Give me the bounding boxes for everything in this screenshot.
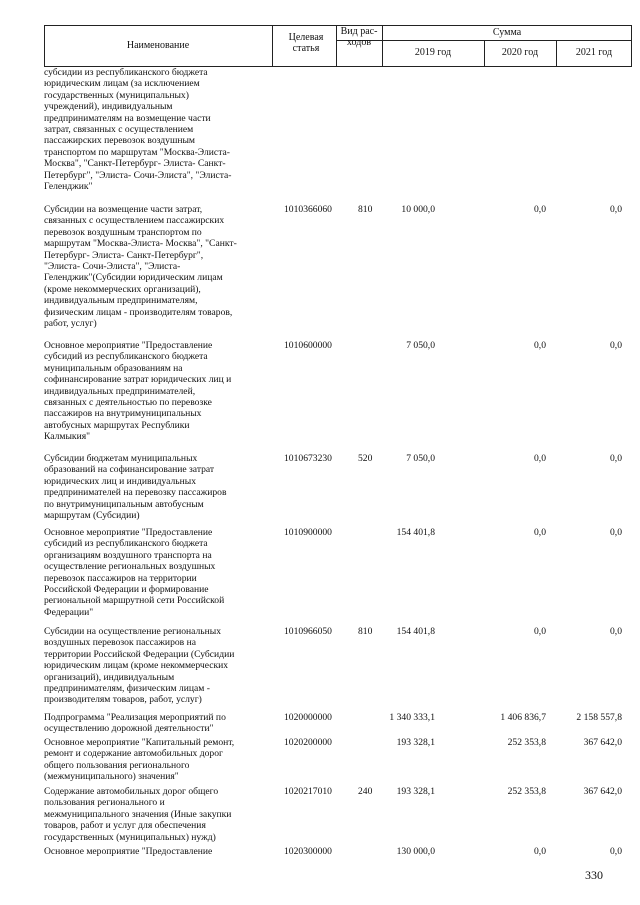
row-2019: 1 340 333,1 <box>389 712 435 723</box>
row-code: 1010600000 <box>284 340 332 351</box>
table-body <box>0 67 640 860</box>
row-code: 1020200000 <box>284 737 332 748</box>
row-2019: 130 000,0 <box>396 846 435 857</box>
row-name: субсидии из республиканского бюджета юридическим лицам (за исключением государственных (муниципальных) учреждений), индивидуальным предпринимателям на возмещение части затрат, связанных с осуществлением пассажирских перевозок воздушным транспортом по маршрутам "Москва-Элиста- Москва", "Санкт-Петербург- Элиста- Санкт- Петербург", "Элиста- Сочи-Элиста", "Элиста- Геленджик" <box>44 67 232 193</box>
row-2021: 367 642,0 <box>583 737 622 748</box>
row-name: Основное мероприятие "Капитальный ремонт, ремонт и содержание автомобильных дорог общего пользования регионального (межмуниципального) значения" <box>44 737 235 783</box>
row-2020: 0,0 <box>534 626 546 637</box>
header-2019: 2019 год <box>414 47 452 58</box>
header-2021: 2021 год <box>575 47 613 58</box>
header-target: Целевая статья <box>288 32 324 54</box>
row-name: Субсидии на возмещение части затрат, связанных с осуществлением пассажирских перевозок воздушным транспортом по маршрутам "Москва-Элиста- Москва", "Санкт- Петербург- Элиста- Санкт-Петербург", "Элиста- Сочи-Элиста", "Элиста- Геленджик"(Субсидии юридическим лицам (кроме некоммерческих организаций), индивидуальным предпринимателям, физическим лицам - производителям товаров, работ, услуг) <box>44 204 237 330</box>
row-2021: 0,0 <box>610 846 622 857</box>
table-row <box>0 626 640 712</box>
table-row <box>0 786 640 846</box>
row-name: Субсидии на осуществление региональных воздушных перевозок пассажиров на территории Российской Федерации (Субсидии юридическим лицам (кроме некоммерческих организаций), индивидуальным предпринимателям, физическим лицам - производителям товаров, работ, услуг) <box>44 626 235 706</box>
row-code: 1010900000 <box>284 527 332 538</box>
header-vid: Вид рас-ходов <box>340 26 378 48</box>
row-2020: 1 406 836,7 <box>500 712 546 723</box>
table-header <box>44 25 632 67</box>
table-row <box>0 340 640 453</box>
row-2019: 193 328,1 <box>396 786 435 797</box>
row-2019: 7 050,0 <box>406 453 435 464</box>
row-code: 1010673230 <box>284 453 332 464</box>
table-row <box>0 527 640 626</box>
row-name: Подпрограмма "Реализация мероприятий по осуществлению дорожной деятельности" <box>44 712 226 735</box>
header-name: Наименование <box>126 40 190 51</box>
table-row <box>0 846 640 860</box>
table-row <box>0 737 640 786</box>
row-2019: 7 050,0 <box>406 340 435 351</box>
row-2021: 0,0 <box>610 453 622 464</box>
row-vid: 240 <box>358 786 373 797</box>
row-code: 1020300000 <box>284 846 332 857</box>
table-row <box>0 67 640 204</box>
row-2021: 0,0 <box>610 626 622 637</box>
row-2021: 0,0 <box>610 527 622 538</box>
table-row <box>0 204 640 340</box>
row-name: Основное мероприятие "Предоставление субсидий из республиканского бюджета муниципальным образованиям на софинансирование затрат юридических лиц и индивидуальных предпринимателей, связанных с деятельностью по перевозке пассажиров на внутримуниципальных автобусных маршрутах Республики Калмыкия" <box>44 340 232 443</box>
row-2021: 2 158 557,8 <box>576 712 622 723</box>
row-2019: 193 328,1 <box>396 737 435 748</box>
row-code: 1020217010 <box>284 786 332 797</box>
row-2020: 0,0 <box>534 527 546 538</box>
row-2020: 0,0 <box>534 846 546 857</box>
row-2020: 0,0 <box>534 340 546 351</box>
row-2020: 252 353,8 <box>507 737 546 748</box>
row-code: 1020000000 <box>284 712 332 723</box>
row-2020: 252 353,8 <box>507 786 546 797</box>
row-2019: 10 000,0 <box>401 204 435 215</box>
row-code: 1010966050 <box>284 626 332 637</box>
row-2019: 154 401,8 <box>396 527 435 538</box>
row-2021: 367 642,0 <box>583 786 622 797</box>
page-number: 330 <box>585 868 603 882</box>
row-name: Субсидии бюджетам муниципальных образований на софинансирование затрат юридических лиц и индивидуальных предпринимателей на перевозку пассажиров по внутримуниципальным автобусным маршрутам (Субсидии) <box>44 453 227 522</box>
header-2020: 2020 год <box>501 47 539 58</box>
table-row <box>0 712 640 737</box>
header-sum: Сумма <box>492 27 522 38</box>
row-name: Основное мероприятие "Предоставление субсидий из республиканского бюджета организациям воздушного транспорта на осуществление региональных воздушных перевозок пассажиров на территории Российской Федерации и формирование региональной маршрутной сети Российской Федерации" <box>44 527 225 618</box>
row-name: Содержание автомобильных дорог общего пользования регионального и межмуниципального значения (Иные закупки товаров, работ и услуг для обеспечения государственных (муниципальных) нужд) <box>44 786 232 843</box>
row-vid: 520 <box>358 453 373 464</box>
row-2020: 0,0 <box>534 204 546 215</box>
table-row <box>0 453 640 527</box>
row-2020: 0,0 <box>534 453 546 464</box>
row-2019: 154 401,8 <box>396 626 435 637</box>
row-2021: 0,0 <box>610 340 622 351</box>
row-name: Основное мероприятие "Предоставление <box>44 846 213 857</box>
row-vid: 810 <box>358 204 373 215</box>
row-code: 1010366060 <box>284 204 332 215</box>
row-2021: 0,0 <box>610 204 622 215</box>
row-vid: 810 <box>358 626 373 637</box>
